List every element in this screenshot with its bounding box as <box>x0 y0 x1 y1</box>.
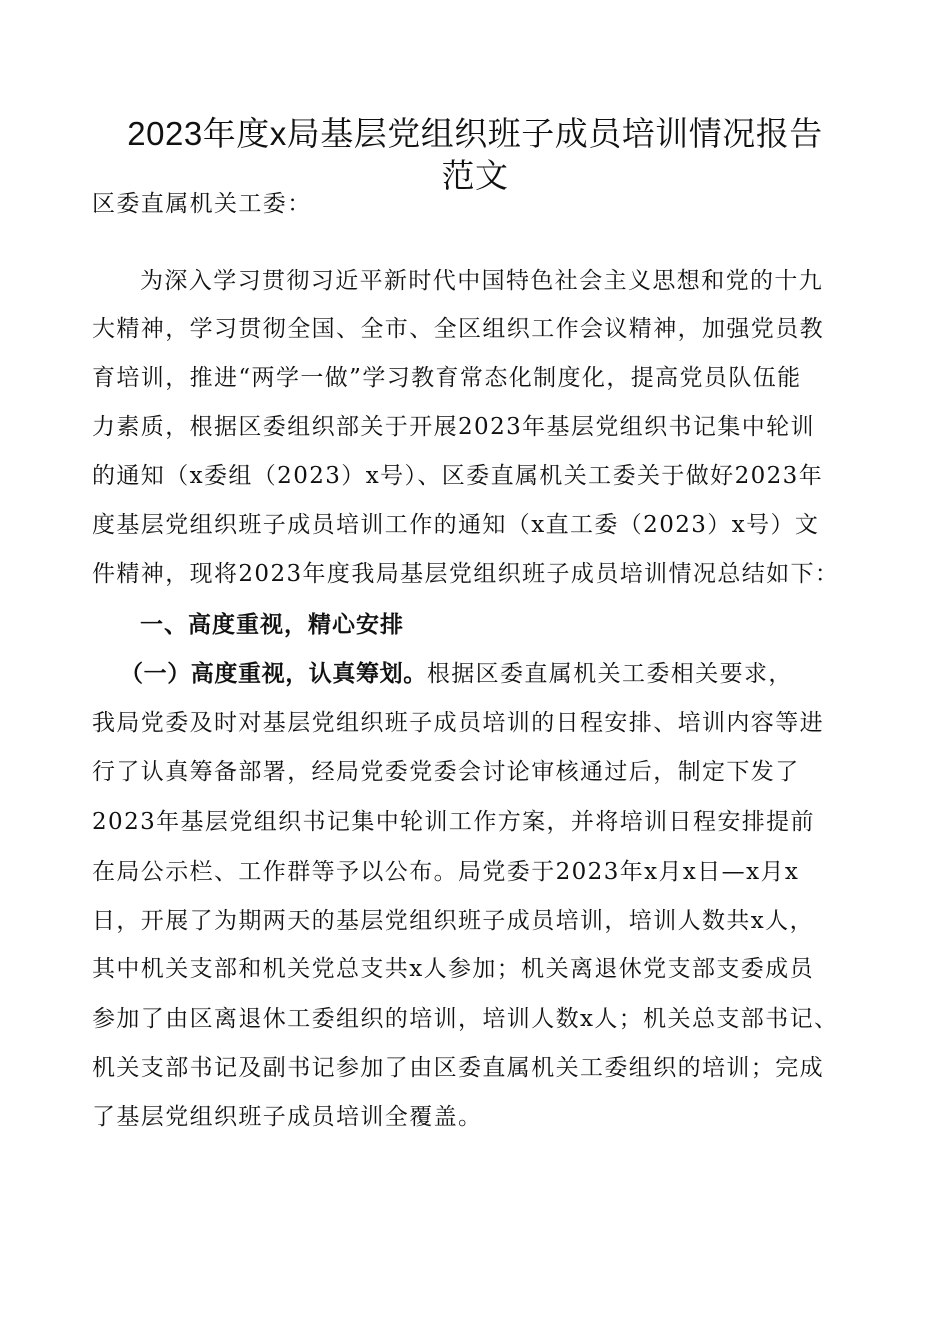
intro-line-6: 度基层党组织班子成员培训工作的通知（x直工委（2023）x号）文 <box>92 512 820 538</box>
subsection-1-line-6: 日，开展了为期两天的基层党组织班子成员培训，培训人数共x人， <box>92 908 814 934</box>
intro-line-4: 力素质，根据区委组织部关于开展2023年基层党组织书记集中轮训 <box>92 414 815 440</box>
subsection-1-line-7: 其中机关支部和机关党总支共x人参加；机关离退休党支部支委成员 <box>92 956 814 982</box>
subsection-1-first-line-rest: 根据区委直属机关工委相关要求， <box>426 661 793 687</box>
subsection-1-line-10: 了基层党组织班子成员培训全覆盖。 <box>92 1104 483 1130</box>
subsection-1-line-2: 我局党委及时对基层党组织班子成员培训的日程安排、培训内容等进 <box>92 710 824 736</box>
subsection-1-line-4: 2023年基层党组织书记集中轮训工作方案，并将培训日程安排提前 <box>92 809 815 835</box>
document-title-line-2: 范文 <box>441 157 509 194</box>
subsection-1-line-3: 行了认真筹备部署，经局党委党委会讨论审核通过后，制定下发了 <box>92 759 800 785</box>
subsection-1-first-line <box>120 658 793 690</box>
intro-line-5: 的通知（x委组（2023）x号）、区委直属机关工委关于做好2023年 <box>92 463 824 489</box>
subsection-1-line-9: 机关支部书记及副书记参加了由区委直属机关工委组织的培训；完成 <box>92 1055 824 1081</box>
subsection-1-lead: （一）高度重视，认真筹划。 <box>120 661 427 687</box>
intro-line-2: 大精神，学习贯彻全国、全市、全区组织工作会议精神，加强党员教 <box>92 316 824 342</box>
subsection-1-line-5: 在局公示栏、工作群等予以公布。局党委于2023年x月x日—x月x <box>92 859 800 885</box>
document-title-line-1: 2023年度x局基层党组织班子成员培训情况报告 <box>127 115 823 152</box>
intro-line-1: 为深入学习贯彻习近平新时代中国特色社会主义思想和党的十九 <box>140 268 824 294</box>
subsection-1-line-8: 参加了由区离退休工委组织的培训，培训人数x人；机关总支部书记、 <box>92 1006 839 1032</box>
intro-line-7: 件精神，现将2023年度我局基层党组织班子成员培训情况总结如下： <box>92 561 840 587</box>
intro-line-3: 育培训，推进“两学一做”学习教育常态化制度化，提高党员队伍能 <box>92 365 802 391</box>
section-heading-1: 一、高度重视，精心安排 <box>140 612 404 638</box>
salutation: 区委直属机关工委： <box>92 191 312 217</box>
